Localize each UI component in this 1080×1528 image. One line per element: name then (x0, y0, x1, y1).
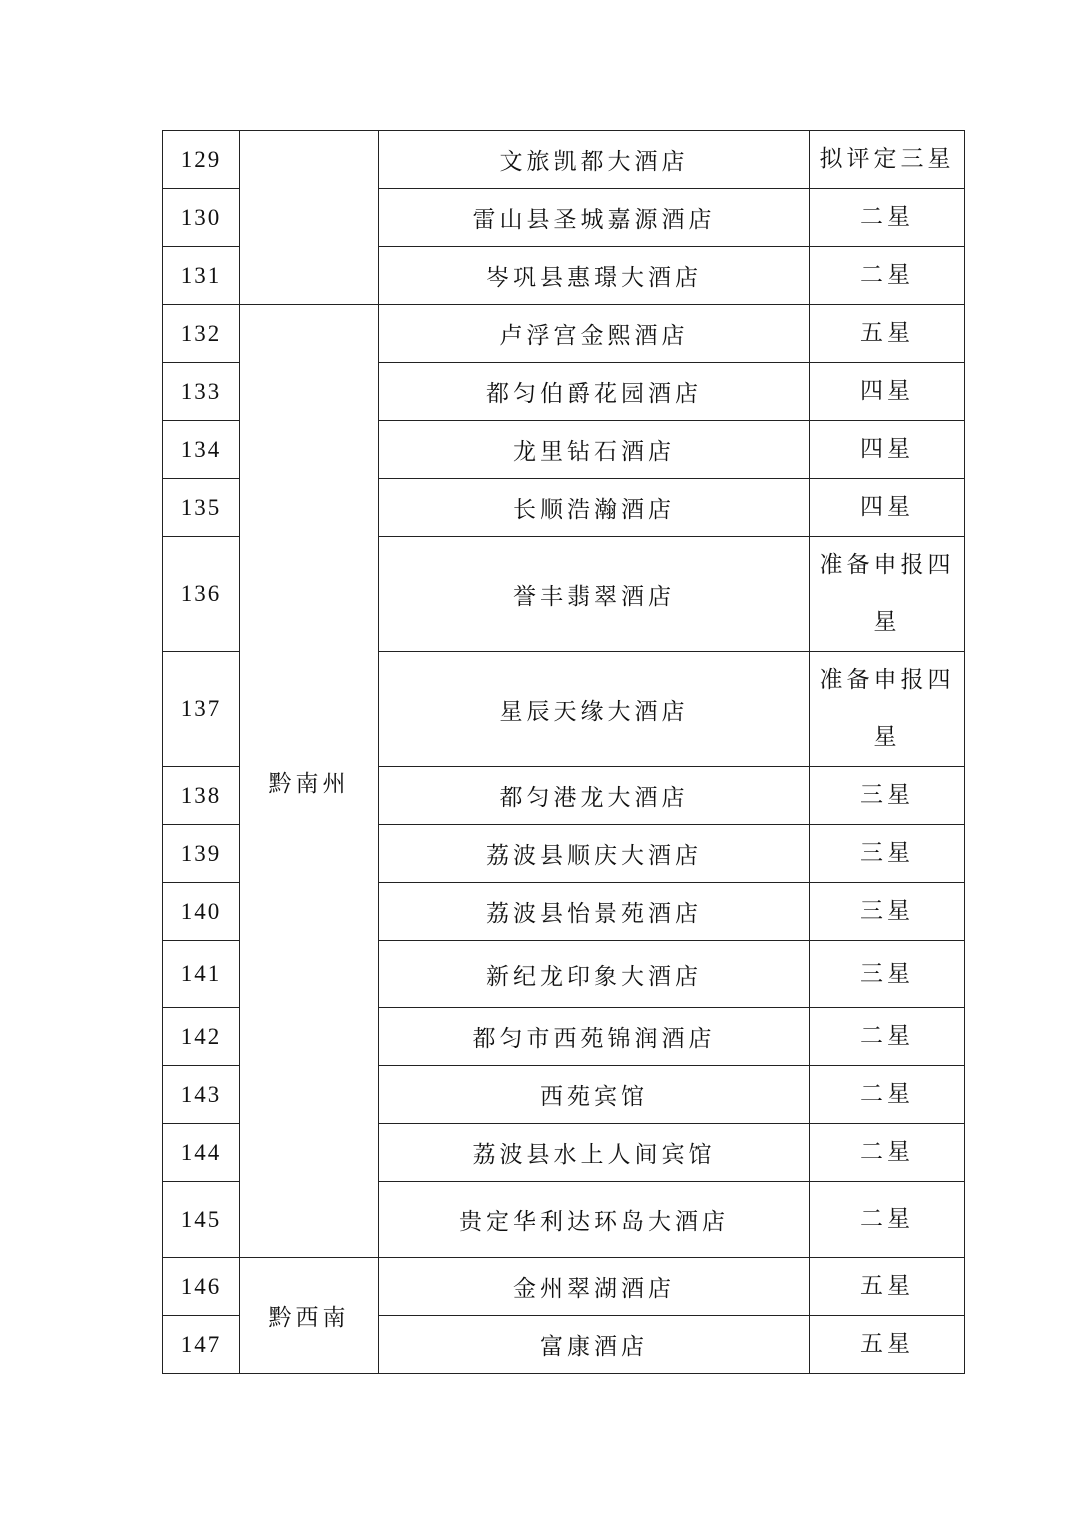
hotel-name: 文旅凯都大酒店 (379, 131, 810, 189)
star-rating: 二星 (810, 1182, 965, 1258)
star-rating: 二星 (810, 1008, 965, 1066)
hotel-rating-table (162, 130, 965, 1374)
star-rating: 二星 (810, 1066, 965, 1124)
hotel-name: 都匀市西苑锦润酒店 (379, 1008, 810, 1066)
hotel-name: 誉丰翡翠酒店 (379, 537, 810, 652)
row-number: 142 (163, 1008, 240, 1066)
row-number: 134 (163, 421, 240, 479)
hotel-name: 岑巩县惠璟大酒店 (379, 247, 810, 305)
region-cell: 黔西南 (240, 1258, 379, 1374)
region-cell: 黔南州 (240, 305, 379, 1258)
row-number: 144 (163, 1124, 240, 1182)
hotel-name: 金州翠湖酒店 (379, 1258, 810, 1316)
star-rating: 二星 (810, 1124, 965, 1182)
row-number: 141 (163, 941, 240, 1008)
hotel-name: 龙里钻石酒店 (379, 421, 810, 479)
table-row (163, 1258, 965, 1316)
star-rating: 三星 (810, 883, 965, 941)
hotel-name: 长顺浩瀚酒店 (379, 479, 810, 537)
hotel-name: 新纪龙印象大酒店 (379, 941, 810, 1008)
row-number: 138 (163, 767, 240, 825)
star-rating: 二星 (810, 189, 965, 247)
table-row (163, 131, 965, 189)
hotel-name: 都匀伯爵花园酒店 (379, 363, 810, 421)
star-rating: 四星 (810, 363, 965, 421)
row-number: 146 (163, 1258, 240, 1316)
row-number: 140 (163, 883, 240, 941)
star-rating: 三星 (810, 941, 965, 1008)
hotel-name: 西苑宾馆 (379, 1066, 810, 1124)
row-number: 145 (163, 1182, 240, 1258)
row-number: 131 (163, 247, 240, 305)
star-rating: 四星 (810, 479, 965, 537)
star-rating: 五星 (810, 1258, 965, 1316)
hotel-name: 卢浮宫金熙酒店 (379, 305, 810, 363)
row-number: 136 (163, 537, 240, 652)
row-number: 143 (163, 1066, 240, 1124)
star-rating: 五星 (810, 1316, 965, 1374)
row-number: 139 (163, 825, 240, 883)
table-row (163, 305, 965, 363)
hotel-name: 星辰天缘大酒店 (379, 652, 810, 767)
row-number: 133 (163, 363, 240, 421)
hotel-name: 都匀港龙大酒店 (379, 767, 810, 825)
hotel-name: 雷山县圣城嘉源酒店 (379, 189, 810, 247)
star-rating: 拟评定三星 (810, 131, 965, 189)
hotel-name: 荔波县顺庆大酒店 (379, 825, 810, 883)
star-rating: 三星 (810, 825, 965, 883)
star-rating: 三星 (810, 767, 965, 825)
star-rating: 准备申报四星 (810, 537, 965, 652)
row-number: 147 (163, 1316, 240, 1374)
hotel-name: 荔波县怡景苑酒店 (379, 883, 810, 941)
star-rating: 四星 (810, 421, 965, 479)
region-cell (240, 131, 379, 305)
row-number: 135 (163, 479, 240, 537)
hotel-name: 贵定华利达环岛大酒店 (379, 1182, 810, 1258)
star-rating: 二星 (810, 247, 965, 305)
row-number: 137 (163, 652, 240, 767)
row-number: 130 (163, 189, 240, 247)
hotel-name: 富康酒店 (379, 1316, 810, 1374)
star-rating: 准备申报四星 (810, 652, 965, 767)
hotel-name: 荔波县水上人间宾馆 (379, 1124, 810, 1182)
row-number: 129 (163, 131, 240, 189)
row-number: 132 (163, 305, 240, 363)
star-rating: 五星 (810, 305, 965, 363)
